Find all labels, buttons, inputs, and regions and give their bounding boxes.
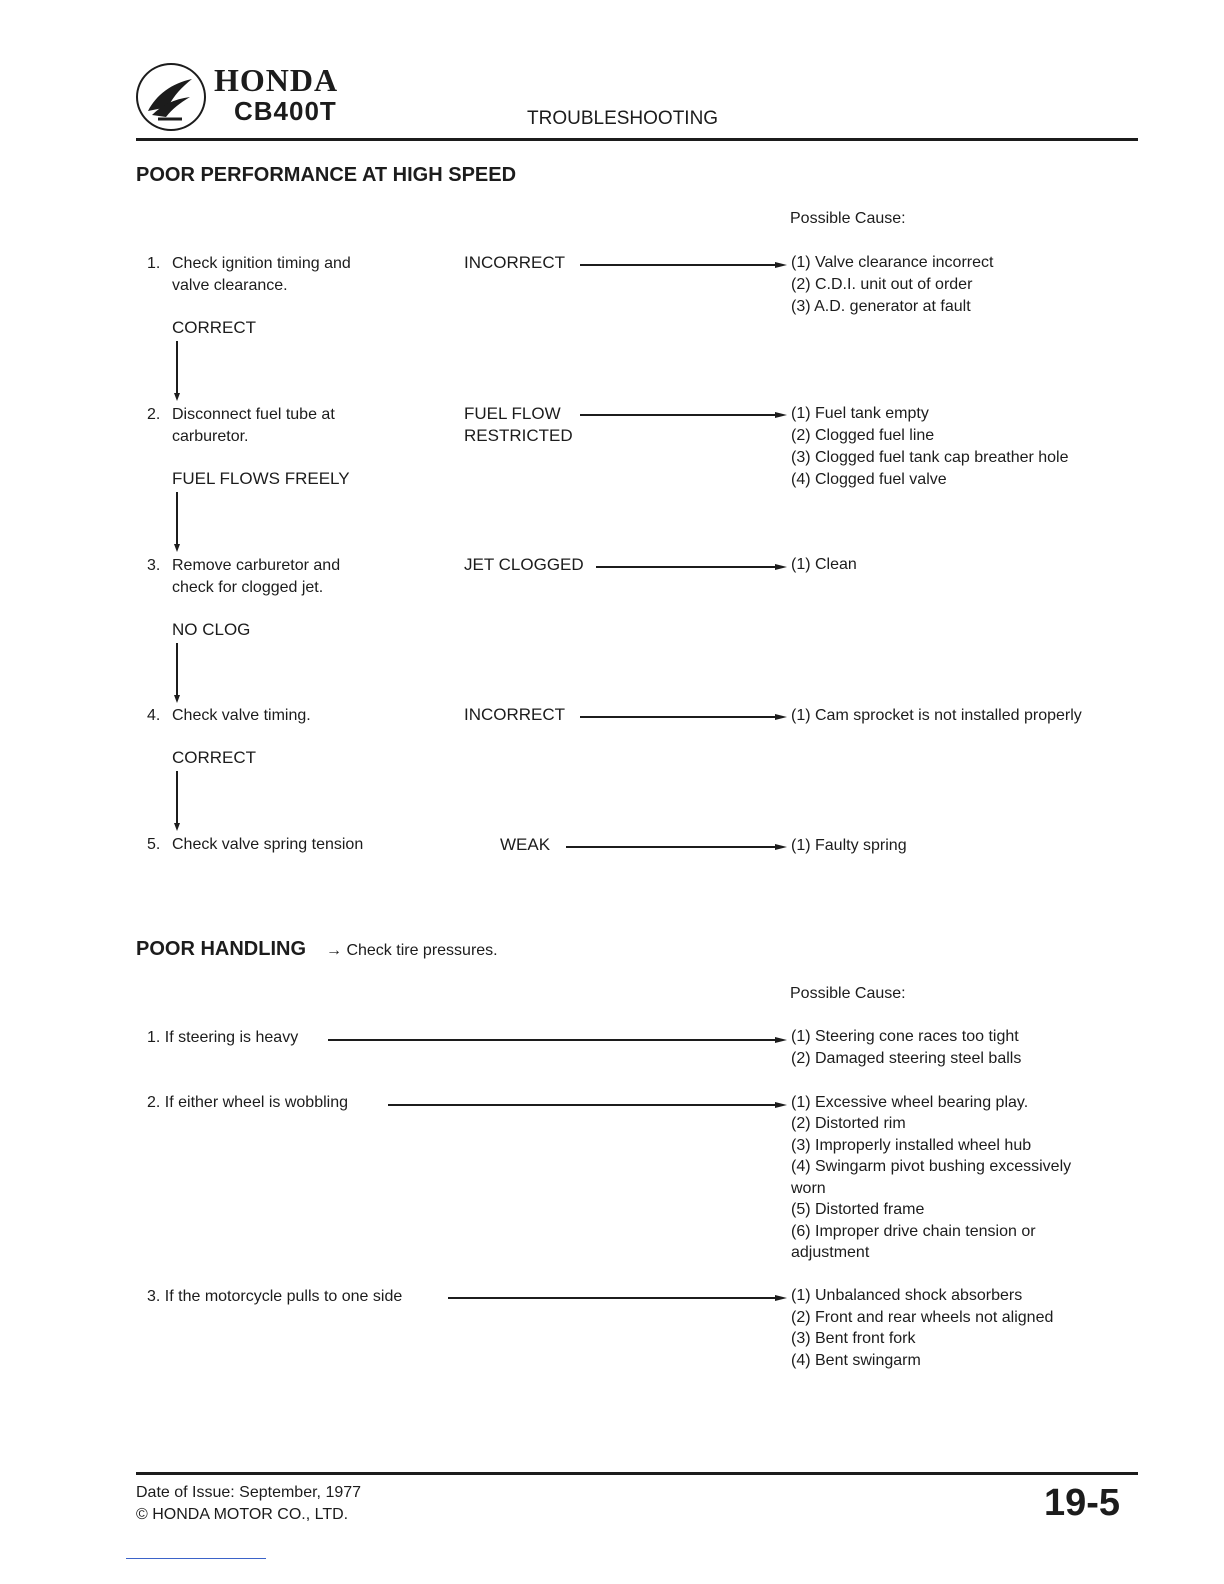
handling2-cause-3: (3) Improperly installed wheel hub: [791, 1137, 1032, 1154]
step1-number: 1.: [147, 255, 161, 272]
wing-icon: [138, 65, 204, 129]
step2-cause-4: (4) Clogged fuel valve: [791, 471, 947, 488]
step1-down-arrow: [176, 341, 178, 393]
brand-name: HONDA: [214, 62, 339, 98]
step2-text-line1: Disconnect fuel tube at: [172, 406, 335, 423]
copyright: © HONDA MOTOR CO., LTD.: [136, 1506, 349, 1523]
handling2-cause-1: (1) Excessive wheel bearing play.: [791, 1094, 1029, 1111]
handling1-label: 1. If steering is heavy: [147, 1029, 299, 1046]
step2-cause-2: (2) Clogged fuel line: [791, 427, 935, 444]
step5-fail-label: WEAK: [500, 835, 551, 854]
section2-subtitle: → Check tire pressures.: [326, 942, 498, 959]
step1-cause-3: (3) A.D. generator at fault: [791, 298, 971, 315]
step1-cause-1: (1) Valve clearance incorrect: [791, 254, 994, 271]
step2-right-arrow: [580, 414, 775, 416]
step2-fail-label: FUEL FLOW: [464, 404, 561, 423]
honda-wing-logo: [136, 63, 206, 131]
handling2-cause-6-cont: adjustment: [791, 1244, 870, 1261]
step5-cause-1: (1) Faulty spring: [791, 837, 907, 854]
step4-down-arrow: [176, 771, 178, 823]
step1-cause-2: (2) C.D.I. unit out of order: [791, 276, 973, 293]
step3-text-line1: Remove carburetor and: [172, 557, 341, 574]
step1-fail-label: INCORRECT: [464, 253, 566, 272]
step3-ok-label: NO CLOG: [172, 620, 251, 639]
step3-text-line2: check for clogged jet.: [172, 579, 324, 596]
handling3-cause-1: (1) Unbalanced shock absorbers: [791, 1287, 1023, 1304]
handling2-cause-4: (4) Swingarm pivot bushing excessively: [791, 1158, 1072, 1175]
header-rule: [136, 138, 1138, 141]
step5-number: 5.: [147, 836, 161, 853]
possible-cause-label-2: Possible Cause:: [790, 985, 906, 1002]
step2-ok-label: FUEL FLOWS FREELY: [172, 469, 350, 488]
step4-ok-label: CORRECT: [172, 748, 257, 767]
step1-text-line2: valve clearance.: [172, 277, 288, 294]
step4-number: 4.: [147, 707, 161, 724]
step1-ok-label: CORRECT: [172, 318, 257, 337]
step4-fail-label: INCORRECT: [464, 705, 566, 724]
step2-text-line2: carburetor.: [172, 428, 249, 445]
step4-text-line1: Check valve timing.: [172, 707, 311, 724]
footer-rule: [136, 1472, 1138, 1475]
step1-text-line1: Check ignition timing and: [172, 255, 351, 272]
step4-cause-1: (1) Cam sprocket is not installed properly: [791, 707, 1082, 724]
step2-number: 2.: [147, 406, 161, 423]
step2-cause-3: (3) Clogged fuel tank cap breather hole: [791, 449, 1069, 466]
step4-right-arrow: [580, 716, 775, 718]
possible-cause-label-1: Possible Cause:: [790, 210, 906, 227]
handling2-label: 2. If either wheel is wobbling: [147, 1094, 348, 1111]
handling3-cause-4: (4) Bent swingarm: [791, 1352, 921, 1369]
step5-right-arrow: [566, 846, 775, 848]
step3-cause-1: (1) Clean: [791, 556, 857, 573]
handling1-right-arrow: [328, 1039, 775, 1041]
step1-right-arrow: [580, 264, 775, 266]
section1-title: POOR PERFORMANCE AT HIGH SPEED: [136, 164, 517, 186]
handling3-cause-2: (2) Front and rear wheels not aligned: [791, 1309, 1054, 1326]
page-number: 19-5: [1044, 1482, 1121, 1524]
handling3-label: 3. If the motorcycle pulls to one side: [147, 1288, 403, 1305]
handling1-cause-1: (1) Steering cone races too tight: [791, 1028, 1019, 1045]
step2-fail-label-line2: RESTRICTED: [464, 426, 573, 445]
handling2-cause-2: (2) Distorted rim: [791, 1115, 906, 1132]
section2-title: POOR HANDLING: [136, 938, 306, 960]
handling3-cause-3: (3) Bent front fork: [791, 1330, 916, 1347]
step5-text-line1: Check valve spring tension: [172, 836, 364, 853]
handling2-cause-5: (5) Distorted frame: [791, 1201, 925, 1218]
step3-number: 3.: [147, 557, 161, 574]
model-name: CB400T: [234, 96, 337, 126]
footer-link-line: [126, 1558, 266, 1559]
step3-right-arrow: [596, 566, 775, 568]
step2-cause-1: (1) Fuel tank empty: [791, 405, 929, 422]
step2-down-arrow: [176, 492, 178, 544]
handling2-cause-6: (6) Improper drive chain tension or: [791, 1223, 1036, 1240]
handling3-right-arrow: [448, 1297, 775, 1299]
step3-fail-label: JET CLOGGED: [464, 555, 584, 574]
handling1-cause-2: (2) Damaged steering steel balls: [791, 1050, 1022, 1067]
handling2-cause-4-cont: worn: [791, 1180, 826, 1197]
issue-date: Date of Issue: September, 1977: [136, 1484, 362, 1501]
step3-down-arrow: [176, 643, 178, 695]
section-title: TROUBLESHOOTING: [527, 108, 719, 129]
handling2-right-arrow: [388, 1104, 775, 1106]
